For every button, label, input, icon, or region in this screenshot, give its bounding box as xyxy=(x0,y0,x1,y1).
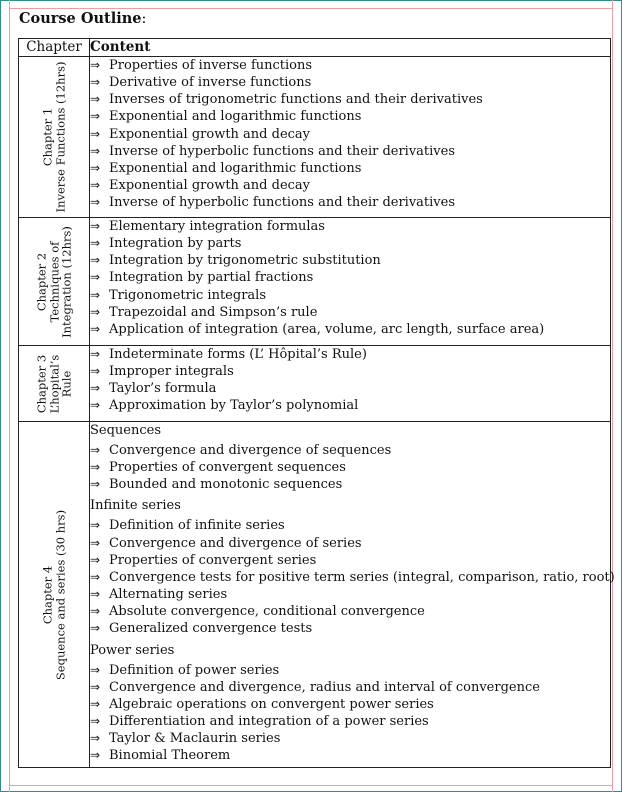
list-item xyxy=(90,662,610,679)
heading-colon: : xyxy=(141,11,147,27)
margin-line-right xyxy=(612,0,613,792)
page-heading xyxy=(19,10,146,27)
double-arrow-icon: ⇒ xyxy=(90,109,101,124)
section-title: Power series xyxy=(90,642,175,658)
double-arrow-icon: ⇒ xyxy=(90,178,101,193)
double-arrow-icon: ⇒ xyxy=(90,253,101,268)
chapter-content-cell xyxy=(90,346,611,422)
list-item-text: Definition of power series xyxy=(109,662,280,678)
list-item xyxy=(90,476,610,493)
chapter-label xyxy=(42,509,67,679)
list-item-text: Binomial Theorem xyxy=(109,748,231,764)
double-arrow-icon: ⇒ xyxy=(90,304,101,319)
double-arrow-icon: ⇒ xyxy=(90,552,101,567)
list-item-text: Properties of convergent sequences xyxy=(109,460,346,476)
list-item xyxy=(90,603,610,620)
chapter-label-line: Techniques of xyxy=(46,241,61,322)
list-item-text: Indeterminate forms (L’ Hôpital’s Rule) xyxy=(109,347,367,362)
list-item xyxy=(90,517,610,534)
double-arrow-icon: ⇒ xyxy=(90,535,101,550)
list-item-text: Improper integrals xyxy=(109,364,234,380)
chapter-label-line: Chapter 3 xyxy=(34,354,49,413)
double-arrow-icon: ⇒ xyxy=(90,195,101,210)
list-item xyxy=(90,363,610,380)
list-item-text: Trigonometric integrals xyxy=(109,287,266,303)
double-arrow-icon: ⇒ xyxy=(90,381,101,396)
list-item xyxy=(90,397,610,414)
list-item-text: Convergence and divergence of series xyxy=(109,535,362,551)
double-arrow-icon: ⇒ xyxy=(90,518,101,533)
list-item-text: Bounded and monotonic sequences xyxy=(109,477,343,493)
chapter-label-cell xyxy=(19,422,90,768)
list-item-text: Properties of convergent series xyxy=(109,552,317,568)
list-item-text: Trapezoidal and Simpson’s rule xyxy=(109,304,318,320)
double-arrow-icon: ⇒ xyxy=(90,270,101,285)
chapter-label xyxy=(35,226,73,338)
double-arrow-icon: ⇒ xyxy=(90,569,101,584)
double-arrow-icon: ⇒ xyxy=(90,748,101,763)
double-arrow-icon: ⇒ xyxy=(90,679,101,694)
list-item xyxy=(90,442,610,459)
table-header-row xyxy=(19,39,611,57)
list-item xyxy=(90,108,610,125)
list-item xyxy=(90,747,610,764)
chapter-content-cell xyxy=(90,422,615,768)
list-item-text: Integration by trigonometric substitution xyxy=(109,253,381,269)
double-arrow-icon: ⇒ xyxy=(90,364,101,379)
table-body xyxy=(19,57,615,768)
list-item-text: Inverse of hyperbolic functions and their derivatives xyxy=(109,143,456,159)
list-item xyxy=(90,730,610,747)
list-item xyxy=(90,346,610,363)
list-item xyxy=(90,269,610,286)
list-item-text: Application of integration (area, volume, arc length, surface area) xyxy=(109,321,545,337)
list-item-text: Differentiation and integration of a power series xyxy=(109,714,429,730)
list-item-text: Exponential and logarithmic functions xyxy=(109,160,362,176)
double-arrow-icon: ⇒ xyxy=(90,236,101,251)
list-item xyxy=(90,459,610,476)
list-item xyxy=(90,235,610,252)
double-arrow-icon: ⇒ xyxy=(90,321,101,336)
double-arrow-icon: ⇒ xyxy=(90,731,101,746)
list-item xyxy=(90,143,610,160)
list-item-text: Taylor & Maclaurin series xyxy=(109,731,281,747)
chapter-label-cell xyxy=(19,218,90,346)
column-header-content: Content xyxy=(90,39,611,57)
list-item xyxy=(90,287,610,304)
double-arrow-icon: ⇒ xyxy=(90,347,101,361)
double-arrow-icon: ⇒ xyxy=(90,662,101,677)
chapter-label-line: Chapter 4 xyxy=(40,565,55,624)
chapter-content-cell xyxy=(90,57,611,218)
list-item-text: Properties of inverse functions xyxy=(109,58,313,73)
chapter-row xyxy=(19,57,611,218)
section-title: Sequences xyxy=(90,423,162,438)
double-arrow-icon: ⇒ xyxy=(90,92,101,107)
list-item-text: Exponential growth and decay xyxy=(109,126,311,142)
chapter-row xyxy=(19,218,611,346)
column-header-chapter: Chapter xyxy=(19,39,90,57)
heading-title: Course Outline xyxy=(19,10,142,27)
double-arrow-icon: ⇒ xyxy=(90,696,101,711)
double-arrow-icon: ⇒ xyxy=(90,160,101,175)
chapter-label-line: Chapter 2 xyxy=(34,252,49,311)
double-arrow-icon: ⇒ xyxy=(90,604,101,619)
list-item-text: Alternating series xyxy=(109,587,228,603)
list-item xyxy=(90,713,610,730)
list-item-text: Integration by partial fractions xyxy=(109,270,314,286)
list-item-text: Inverses of trigonometric functions and their derivatives xyxy=(109,92,483,108)
chapter-label xyxy=(42,62,67,213)
list-item xyxy=(90,74,610,91)
double-arrow-icon: ⇒ xyxy=(90,398,101,413)
margin-line-left xyxy=(9,0,10,792)
list-item-text: Absolute convergence, conditional convergence xyxy=(109,604,425,620)
chapter-label-line: Inverse Functions (12hrs) xyxy=(53,61,67,213)
list-item xyxy=(90,160,610,177)
list-item-text: Derivative of inverse functions xyxy=(109,75,312,91)
chapter-label-line: L’hopital’s xyxy=(46,354,61,413)
double-arrow-icon: ⇒ xyxy=(90,126,101,141)
section-title: Infinite series xyxy=(90,498,181,514)
list-item xyxy=(90,91,610,108)
double-arrow-icon: ⇒ xyxy=(90,460,101,475)
list-item xyxy=(90,569,615,586)
list-item xyxy=(90,252,610,269)
list-item-text: Taylor’s formula xyxy=(109,381,217,397)
double-arrow-icon: ⇒ xyxy=(90,621,101,636)
double-arrow-icon: ⇒ xyxy=(90,587,101,602)
chapter-row xyxy=(19,346,611,422)
double-arrow-icon: ⇒ xyxy=(90,75,101,90)
chapter-label xyxy=(35,354,73,413)
chapter-content-cell xyxy=(90,218,611,346)
margin-line-bottom xyxy=(9,785,613,786)
list-item xyxy=(90,586,610,603)
double-arrow-icon: ⇒ xyxy=(90,714,101,729)
list-item xyxy=(90,126,610,143)
list-item-text: Convergence and divergence of sequences xyxy=(109,443,392,458)
list-item xyxy=(90,177,610,194)
double-arrow-icon: ⇒ xyxy=(90,443,101,457)
list-item xyxy=(90,535,610,552)
double-arrow-icon: ⇒ xyxy=(90,219,101,233)
list-item xyxy=(90,218,610,235)
chapter-row xyxy=(19,422,611,768)
list-item xyxy=(90,552,610,569)
double-arrow-icon: ⇒ xyxy=(90,477,101,492)
chapter-label-line: Sequence and series (30 hrs) xyxy=(53,509,67,680)
list-item xyxy=(90,194,610,211)
margin-line-top xyxy=(9,8,613,9)
chapter-label-line: Chapter 1 xyxy=(40,107,55,167)
list-item-text: Convergence tests for positive term series (integral, comparison, ratio, root) xyxy=(109,569,615,585)
list-item-text: Generalized convergence tests xyxy=(109,621,313,637)
course-outline-table xyxy=(18,38,615,768)
list-item-text: Convergence and divergence, radius and interval of convergence xyxy=(109,679,540,695)
chapter-label-cell xyxy=(19,57,90,218)
chapter-label-line: Integration (12hrs) xyxy=(59,225,74,338)
list-item-text: Approximation by Taylor’s polynomial xyxy=(109,398,359,414)
list-item-text: Elementary integration formulas xyxy=(109,219,325,234)
list-item-text: Integration by parts xyxy=(109,236,242,252)
list-item xyxy=(90,679,610,696)
chapter-label-cell xyxy=(19,346,90,422)
list-item xyxy=(90,696,610,713)
list-item-text: Exponential and logarithmic functions xyxy=(109,109,362,125)
list-item-text: Inverse of hyperbolic functions and their derivatives xyxy=(109,195,456,211)
list-item xyxy=(90,304,610,321)
list-item xyxy=(90,321,610,338)
list-item-text: Definition of infinite series xyxy=(109,518,285,534)
list-item xyxy=(90,57,610,74)
list-item-text: Algebraic operations on convergent power series xyxy=(109,696,434,712)
list-item xyxy=(90,380,610,397)
list-item-text: Exponential growth and decay xyxy=(109,178,311,194)
list-item xyxy=(90,620,610,637)
double-arrow-icon: ⇒ xyxy=(90,287,101,302)
double-arrow-icon: ⇒ xyxy=(90,143,101,158)
chapter-label-line: Rule xyxy=(59,370,74,397)
double-arrow-icon: ⇒ xyxy=(90,58,101,72)
